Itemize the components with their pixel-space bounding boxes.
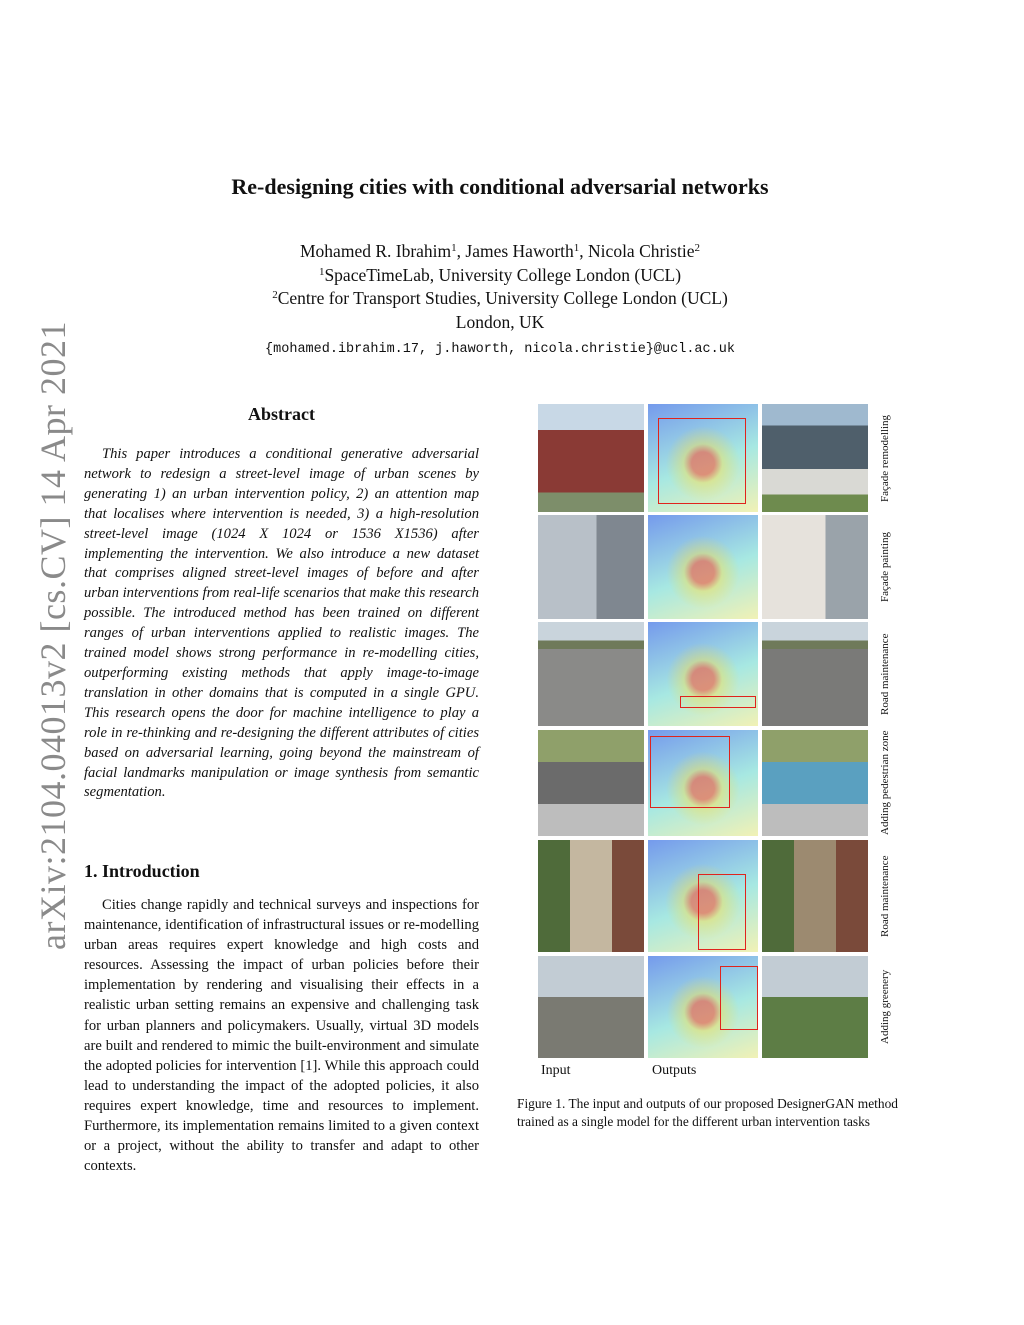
intervention-box [698, 874, 746, 950]
row-label-facade-remodelling: Façade remodelling [879, 414, 891, 502]
intervention-box [680, 696, 756, 708]
attention-map-facade-painting [648, 515, 758, 619]
figure-1-grid [538, 404, 868, 1058]
affiliation-mark: 1 [451, 242, 457, 254]
affiliation-1-text: SpaceTimeLab, University College London (UCL) [324, 264, 682, 285]
output-image-facade-remodelling [762, 404, 868, 512]
attention-map-road-maintenance-alley [648, 840, 758, 952]
affiliation-1 [0, 264, 1000, 288]
attention-map-pedestrian-zone [648, 730, 758, 836]
affiliation-mark: 1 [573, 242, 580, 254]
outputs-column-label: Outputs [652, 1063, 697, 1078]
author-emails: {mohamed.ibrahim.17, j.haworth, nicola.christie}@ucl.ac.uk [265, 342, 735, 357]
author-location: London, UK [455, 311, 545, 332]
affiliation-mark: 2 [694, 242, 700, 254]
figure-1-caption: Figure 1. The input and outputs of our proposed DesignerGAN method trained as a single model for the different urban intervention tasks [517, 1096, 898, 1130]
output-image-facade-painting [762, 515, 868, 619]
author-1: Mohamed R. Ibrahim [300, 241, 452, 261]
abstract-heading: Abstract [248, 404, 315, 424]
row-label-road-maintenance-alley: Road maintenance [879, 855, 891, 937]
introduction-heading: 1. Introduction [84, 861, 200, 881]
row-label-pedestrian-zone: Adding pedestrian zone [879, 730, 891, 836]
intervention-box [658, 418, 746, 504]
arxiv-identifier: arXiv:2104.04013v2 [cs.CV] 14 Apr 2021 [33, 321, 73, 950]
affiliation-2-text: Centre for Transport Studies, University College London (UCL) [277, 288, 728, 308]
abstract-text: This paper introduces a conditional generative adversarial network to redesign a street-level image of urban scenes by generating 1) an urban intervention policy, 2) an attention map that localises where intervention is needed, 3) a high-resolution street-level image (1024 X 1024 or 1536 X1536) after implementing the intervention. We also introduce a new dataset that comprises aligned street-level images of before and after urban interventions from real-life scenarios that make this research possible. The introduced method has been trained on different ranges of urban interventions applied to realistic images. The trained model shows strong performance in re-modelling cities, outperforming existing methods that apply image-to-image translation in other domains that is computed in a single GPU. This research opens the door for machine intelligence to play a role in re-thinking and re-designing the different attributes of cities based on adversarial learning, going beyond the mainstream of facial landmarks manipulation or image synthesis from semantic segmentation. [84, 446, 479, 801]
row-label-road-maintenance: Road maintenance [879, 633, 891, 715]
row-label-facade-painting: Façade painting [879, 532, 891, 602]
input-image-road-maintenance-alley [538, 840, 644, 952]
intervention-box [720, 966, 758, 1030]
input-image-road-maintenance [538, 622, 644, 726]
input-column-label: Input [541, 1063, 571, 1078]
row-label-adding-greenery: Adding greenery [879, 969, 891, 1045]
output-image-road-maintenance [762, 622, 868, 726]
input-image-facade-painting [538, 515, 644, 619]
input-image-facade-remodelling [538, 404, 644, 512]
affiliation-mark: 1 [318, 265, 325, 278]
intervention-box [650, 736, 730, 808]
author-3: Nicola Christie [588, 241, 695, 261]
author-2: James Haworth [465, 241, 574, 261]
output-image-road-maintenance-alley [762, 840, 868, 952]
input-image-pedestrian-zone [538, 730, 644, 836]
author-names: Mohamed R. Ibrahim$^1$, James Haworth$^1$, Nicola Christie$^2$ [300, 241, 700, 261]
introduction-text: Cities change rapidly and technical surveys and inspections for maintenance, identification of infrastructural issues or re-modelling urban areas requires expert knowledge and high costs and resources. Assessing the impact of urban policies before their implementation by rendering and visualising their effects in a realistic urban setting remains an expensive and challenging task for urban planners and policymakers. Usually, virtual 3D models are built and rendered to mimic the built-environment and simulate the adopted policies for intervention [1]. While this approach could lead to understanding the impact of the adopted policies, it also requires expert knowledge, time and resources to implement. Furthermore, its implementation remains limited to a given context or a project, without the ability to transfer and adapt to other contexts. [84, 897, 479, 1175]
paper-title: Re-designing cities with conditional adversarial networks [231, 174, 769, 199]
output-image-pedestrian-zone [762, 730, 868, 836]
attention-map-road-maintenance [648, 622, 758, 726]
author-block [0, 240, 1000, 362]
input-image-adding-greenery [538, 956, 644, 1058]
attention-map-adding-greenery [648, 956, 758, 1058]
attention-map-facade-remodelling [648, 404, 758, 512]
affiliation-2 [0, 287, 1000, 311]
affiliation-mark: 2 [272, 289, 278, 301]
output-image-adding-greenery [762, 956, 868, 1058]
